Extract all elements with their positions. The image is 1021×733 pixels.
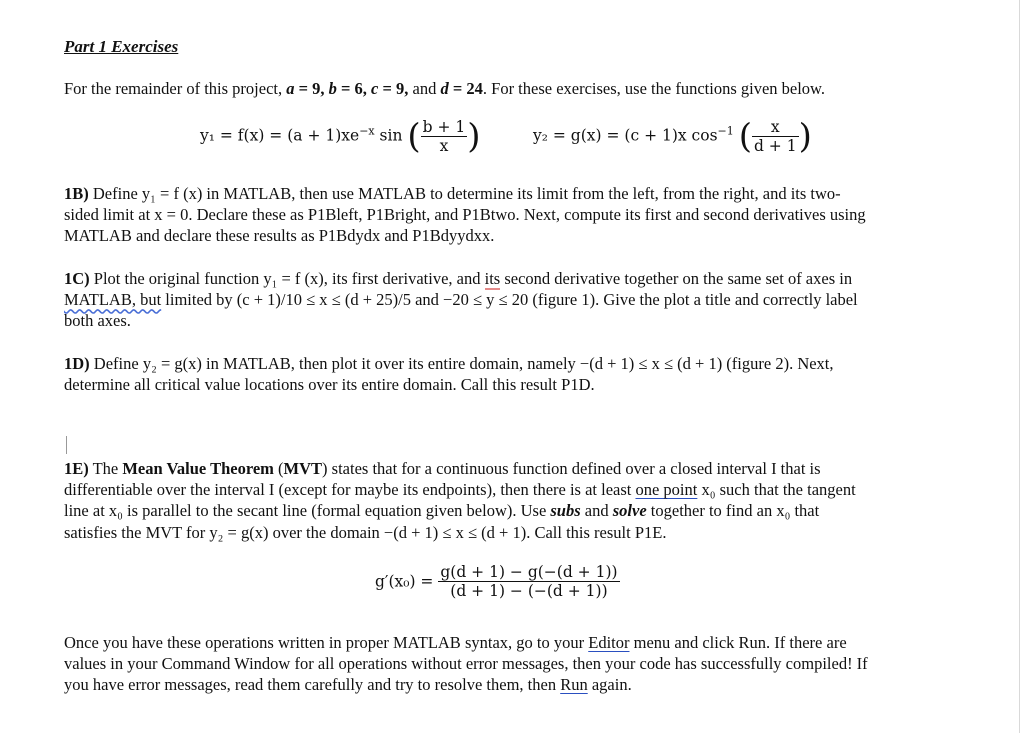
exercise-1c: 1C) Plot the original function y₁ = f (x), its first derivative, and its second derivative together on the same set of axes in MATLAB, but limited by (c + 1)/10 ≤ x ≤ (d + 25)/5 and −20 ≤ y ≤ 20 (figure 1). Give the plot a title and correctly label both axes. — [64, 269, 858, 331]
equation-mvt: g′(x₀) = $\frac{g(d + 1) - g(-(d + 1))}{(d + 1) - (-(d + 1))}$ — [375, 563, 618, 600]
section-heading: Part 1 Exercises — [64, 37, 179, 56]
closing-paragraph: Once you have these operations written in proper MATLAB syntax, go to your Editor menu and click Run. If there are values in your Command Window for all operations without error messages, then your code has successfully compiled! If you have error messages, read them carefully and try to resolve them, then Run again. — [64, 633, 868, 695]
exercise-1e: 1E) The Mean Value Theorem (MVT) states that for a continuous function defined over a closed interval I that is differentiable over the interval I (except for maybe its endpoints), then there is at least one point x₀ such that the tangent line at x₀ is parallel to the secant line (formal equation given below). Use subs and solve together to find an x₀ that satisfies the MVT for y₂ = g(x) over the domain −(d + 1) ≤ x ≤ (d + 1). Call this result P1E. — [64, 459, 856, 542]
equation-f: $y_1 = f(x) = (a + 1)xe^{-x}$ sin ( $\frac{b + 1}{x}$ ) — [200, 116, 481, 157]
text-cursor — [66, 436, 67, 454]
intro-paragraph: For the remainder of this project, a = 9, b = 6, c = 9, and d = 24. For these exercises, use the functions given below. — [64, 79, 826, 98]
exercise-1b: 1B) Define y₁ = f (x) in MATLAB, then use MATLAB to determine its limit from the left, from the right, and its two- sided limit at x = 0. Declare these as P1Bleft, P1Bright, and P1Btwo. Next, compute its first and second derivatives using MATLAB and declare these results as P1Bdydx and P1Bdyydxx. — [64, 184, 866, 246]
exercise-1d: 1D) Define y₂ = g(x) in MATLAB, then plot it over its entire domain, namely −(d + 1) ≤ x ≤ (d + 1) (figure 2). Next, determine all critical value locations over its entire domain. Call this result P1D. — [64, 354, 834, 395]
run-link: Run — [560, 675, 588, 695]
equation-g: y₂ = g(x) = (c + 1)x $\cos^{-1}$ ( $\frac{x}{d + 1}$ ) — [533, 116, 812, 157]
editor-link: Editor — [588, 633, 630, 652]
